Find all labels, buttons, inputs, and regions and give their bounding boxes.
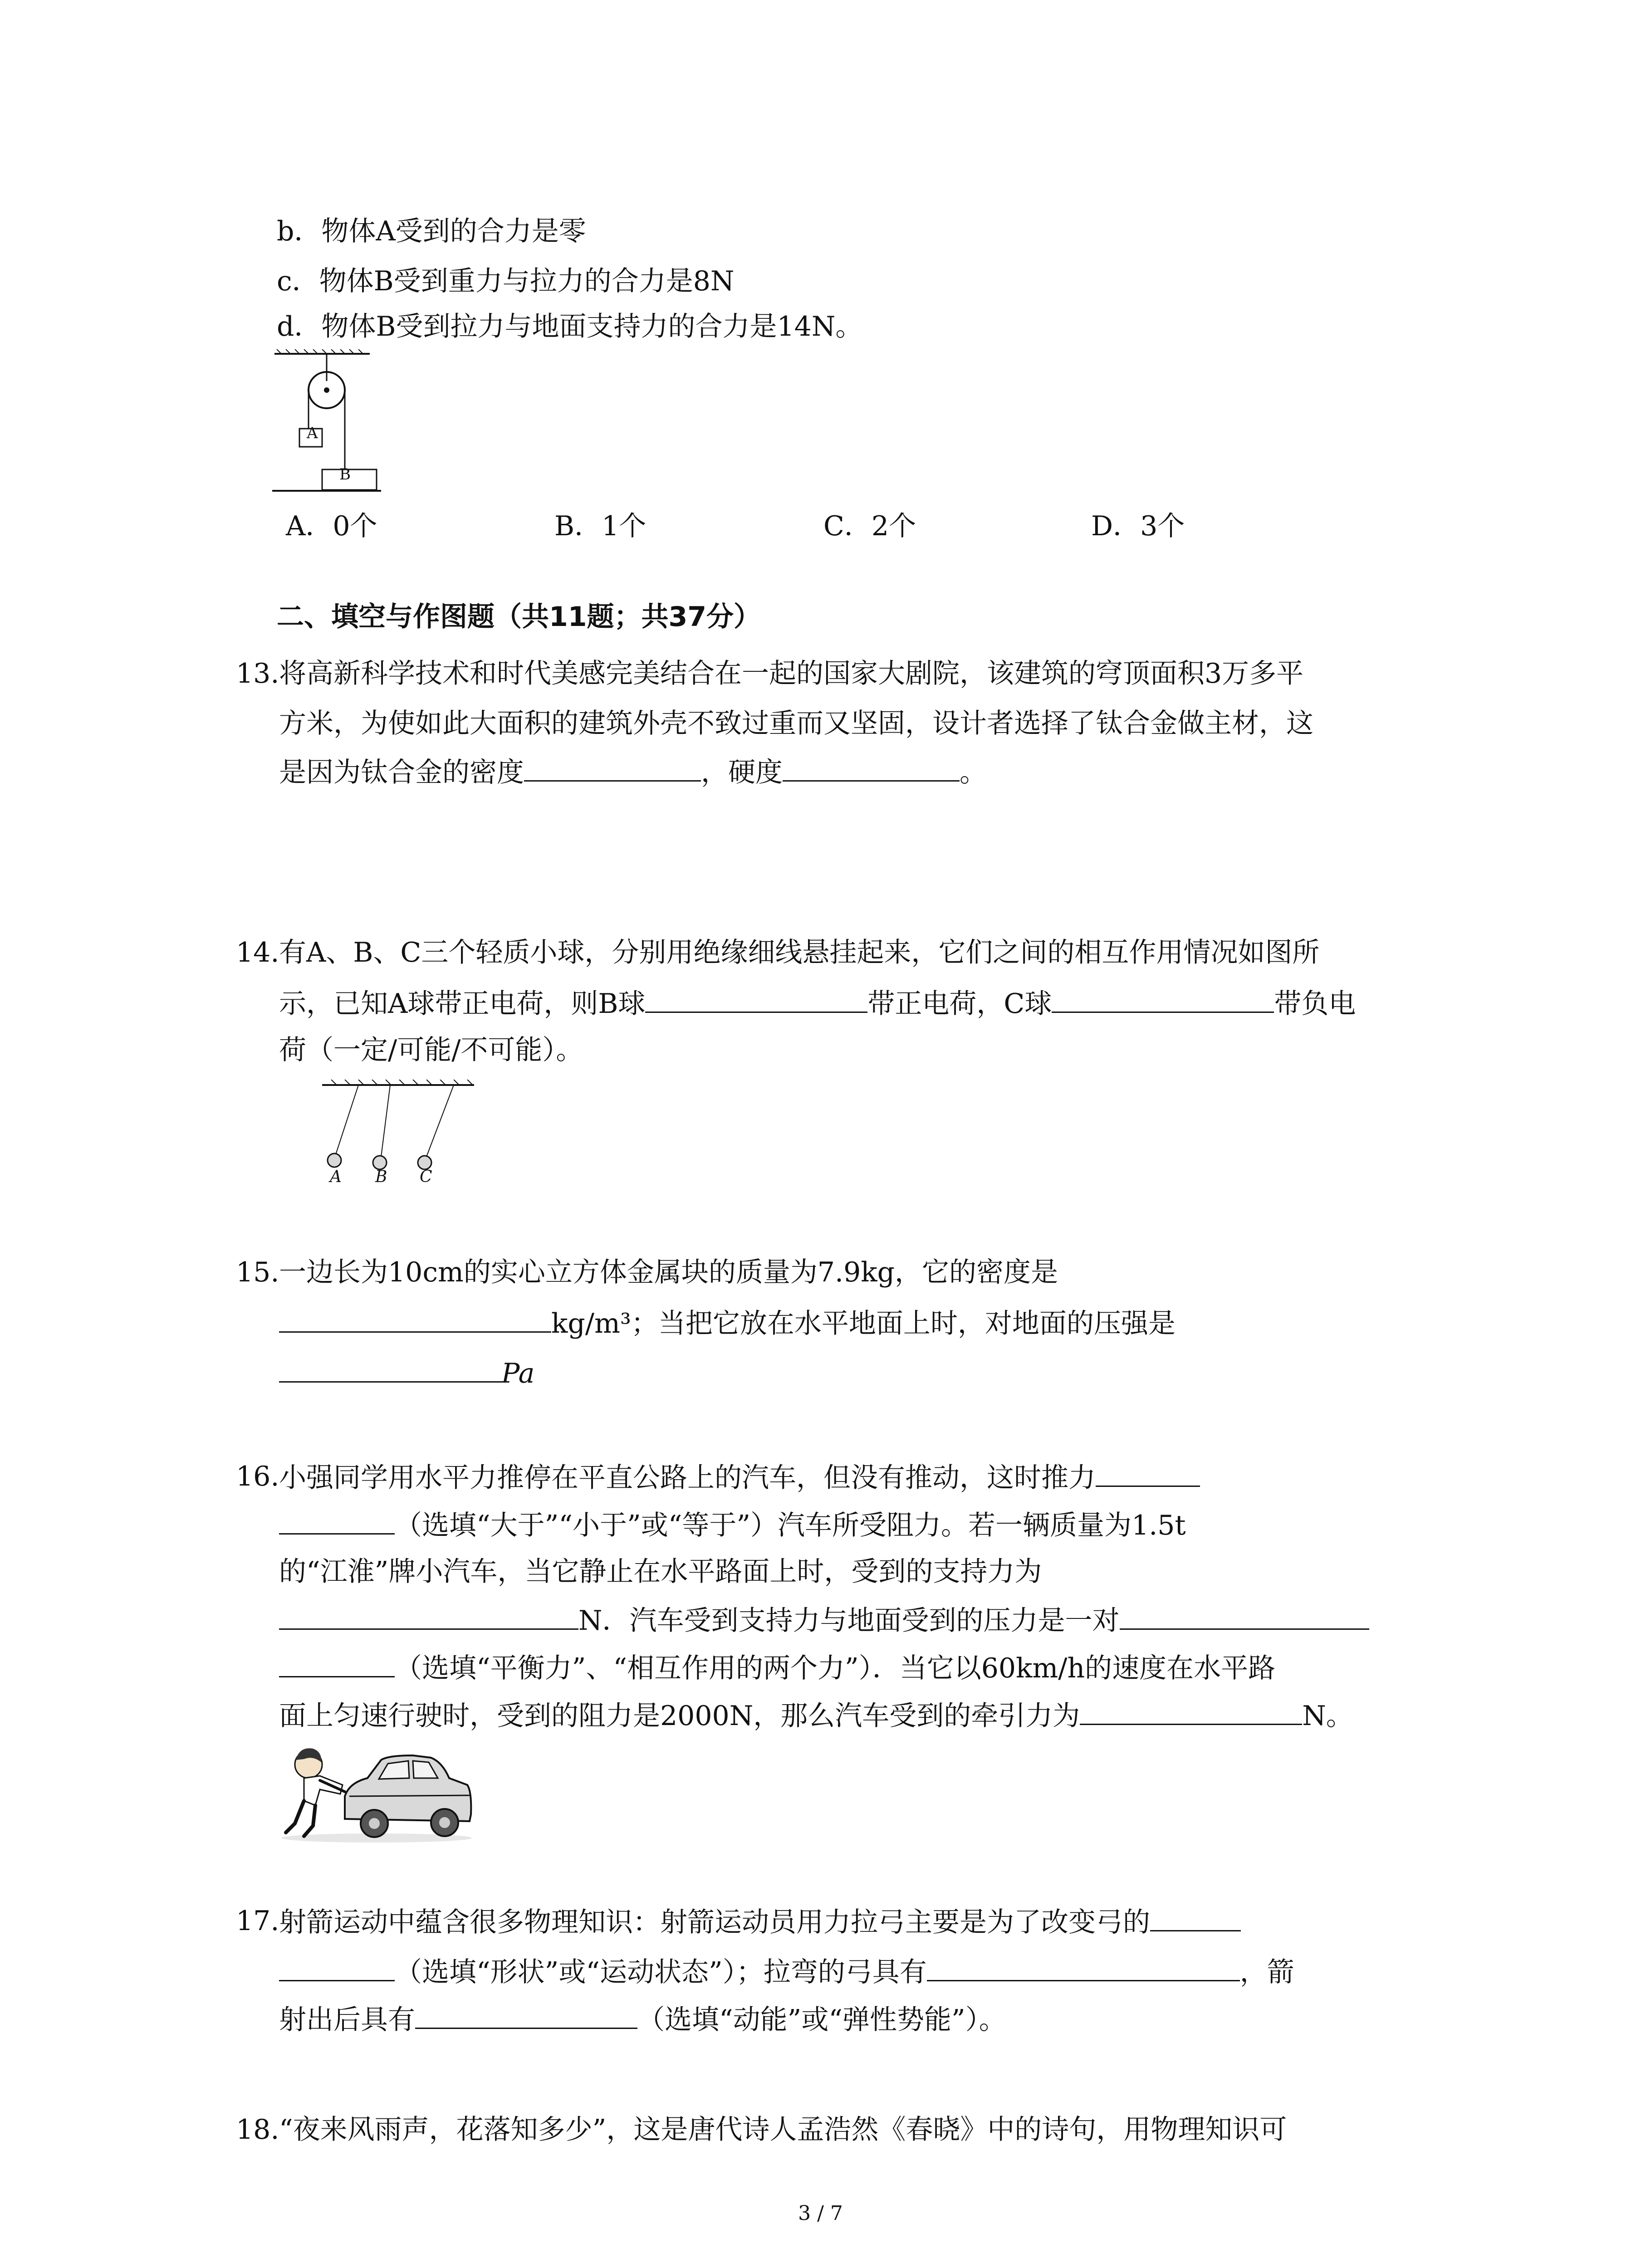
q16-line-5	[279, 1649, 1275, 1686]
section-title: 二、填空与作图题（共11题；共37分）	[277, 601, 761, 633]
q16-text-c: N．汽车受到支持力与地面受到的压力是一对	[578, 1605, 1120, 1637]
q12-option-c: C．2个	[823, 510, 916, 542]
pulley-figure	[272, 349, 381, 503]
q17-change-blank-part1[interactable]	[1150, 1903, 1241, 1931]
q12-option-d: D．3个	[1091, 510, 1185, 542]
ball-a-label: A	[330, 1168, 342, 1186]
q13-text-b: ，硬度	[701, 757, 783, 788]
q16-pair-blank-part2[interactable]	[279, 1649, 395, 1677]
q17-bow-energy-blank[interactable]	[927, 1953, 1240, 1981]
q13-text-a: 是因为钛合金的密度	[279, 757, 524, 788]
q13-density-blank[interactable]	[524, 753, 701, 782]
block-b-label: B	[339, 465, 351, 484]
q16-line-1	[279, 1458, 1200, 1496]
q17-line-3	[279, 2000, 1006, 2038]
q12-option-b: B．1个	[554, 510, 647, 542]
q14-c-blank[interactable]	[1052, 984, 1274, 1013]
q13-text-c: 。	[960, 757, 987, 788]
q17-number: 17.	[236, 1905, 279, 1937]
page-number: 3 / 7	[798, 2202, 843, 2225]
q16-text-b: （选填“大于”“小于”或“等于”）汽车所受阻力。若一辆质量为1.5t	[395, 1510, 1186, 1541]
q12-option-a: A．0个	[286, 510, 377, 542]
q16-push-blank-part2[interactable]	[279, 1506, 395, 1535]
q17-change-blank-part2[interactable]	[279, 1953, 395, 1981]
q15-line-2	[279, 1304, 1176, 1342]
q17-text-c: ，箭	[1239, 1956, 1294, 1988]
q18-number: 18.	[236, 2114, 279, 2146]
q12-statement-c: c．物体B受到重力与拉力的合力是8N	[277, 265, 735, 297]
q16-line-2	[279, 1506, 1186, 1544]
q14-text-c: 带负电	[1274, 988, 1356, 1020]
q13-line-2: 方米，为使如此大面积的建筑外壳不致过重而又坚固，设计者选择了钛合金做主材，这	[279, 708, 1313, 739]
q16-line-4	[279, 1601, 1369, 1639]
q13-line-1: 将高新科学技术和时代美感完美结合在一起的国家大剧院，该建筑的穹顶面积3万多平	[279, 658, 1304, 689]
charged-balls-figure	[318, 1080, 481, 1184]
q16-line-3: 的“江淮”牌小汽车，当它静止在水平路面上时，受到的支持力为	[279, 1556, 1042, 1588]
q17-text-a: 射箭运动中蕴含很多物理知识：射箭运动员用力拉弓主要是为了改变弓的	[279, 1906, 1150, 1938]
q18-line-1: “夜来风雨声，花落知多少”，这是唐代诗人孟浩然《春晓》中的诗句，用物理知识可	[279, 2114, 1287, 2146]
q15-unit: Pa	[501, 1358, 535, 1389]
q14-b-blank[interactable]	[645, 984, 867, 1013]
ball-c-label: C	[420, 1168, 432, 1186]
q17-line-1	[279, 1903, 1241, 1941]
q12-statement-b: b．物体A受到的合力是零	[277, 215, 586, 247]
q15-line-3	[279, 1354, 534, 1392]
q14-text-a: 示，已知A球带正电荷，则B球	[279, 988, 646, 1020]
q14-line-3: 荷（一定/可能/不可能）。	[279, 1034, 583, 1066]
q16-push-blank-part1[interactable]	[1096, 1458, 1200, 1487]
q16-traction-blank[interactable]	[1080, 1696, 1302, 1725]
q14-text-b: 带正电荷，C球	[867, 988, 1052, 1020]
q16-text-f: N。	[1302, 1700, 1353, 1732]
q16-pair-blank-part1[interactable]	[1120, 1601, 1369, 1630]
q16-text-e: 面上匀速行驶时，受到的阻力是2000N，那么汽车受到的牵引力为	[279, 1700, 1080, 1732]
q14-line-2	[279, 984, 1356, 1022]
q16-text-d: （选填“平衡力”、“相互作用的两个力”）．当它以60km/h的速度在水平路	[395, 1652, 1276, 1684]
q17-text-e: （选填“动能”或“弹性势能”）。	[637, 2004, 1006, 2036]
q15-density-blank[interactable]	[279, 1304, 551, 1333]
q16-support-blank[interactable]	[279, 1601, 578, 1630]
q15-number: 15.	[236, 1256, 279, 1288]
q14-number: 14.	[236, 937, 279, 968]
ball-b-label: B	[375, 1168, 387, 1186]
q16-number: 16.	[236, 1461, 279, 1492]
q17-line-2	[279, 1953, 1294, 1990]
q17-arrow-energy-blank[interactable]	[415, 2000, 637, 2029]
q15-pressure-blank[interactable]	[279, 1354, 501, 1383]
q15-text-a: kg/m³；当把它放在水平地面上时，对地面的压强是	[551, 1308, 1176, 1339]
q13-number: 13.	[236, 658, 279, 689]
q13-line-3	[279, 753, 987, 791]
q16-text-a: 小强同学用水平力推停在平直公路上的汽车，但没有推动，这时推力	[279, 1462, 1096, 1494]
push-car-illustration	[277, 1742, 476, 1846]
q14-line-1: 有A、B、C三个轻质小球，分别用绝缘细线悬挂起来，它们之间的相互作用情况如图所	[279, 937, 1320, 968]
q13-hardness-blank[interactable]	[783, 753, 960, 782]
q17-text-d: 射出后具有	[279, 2004, 415, 2036]
block-a-label: A	[307, 424, 318, 442]
q12-statement-d: d．物体B受到拉力与地面支持力的合力是14N。	[277, 311, 863, 342]
q17-text-b: （选填“形状”或“运动状态”）；拉弯的弓具有	[395, 1956, 927, 1988]
q16-line-6	[279, 1696, 1353, 1734]
q15-line-1: 一边长为10cm的实心立方体金属块的质量为7.9kg，它的密度是	[279, 1256, 1058, 1288]
